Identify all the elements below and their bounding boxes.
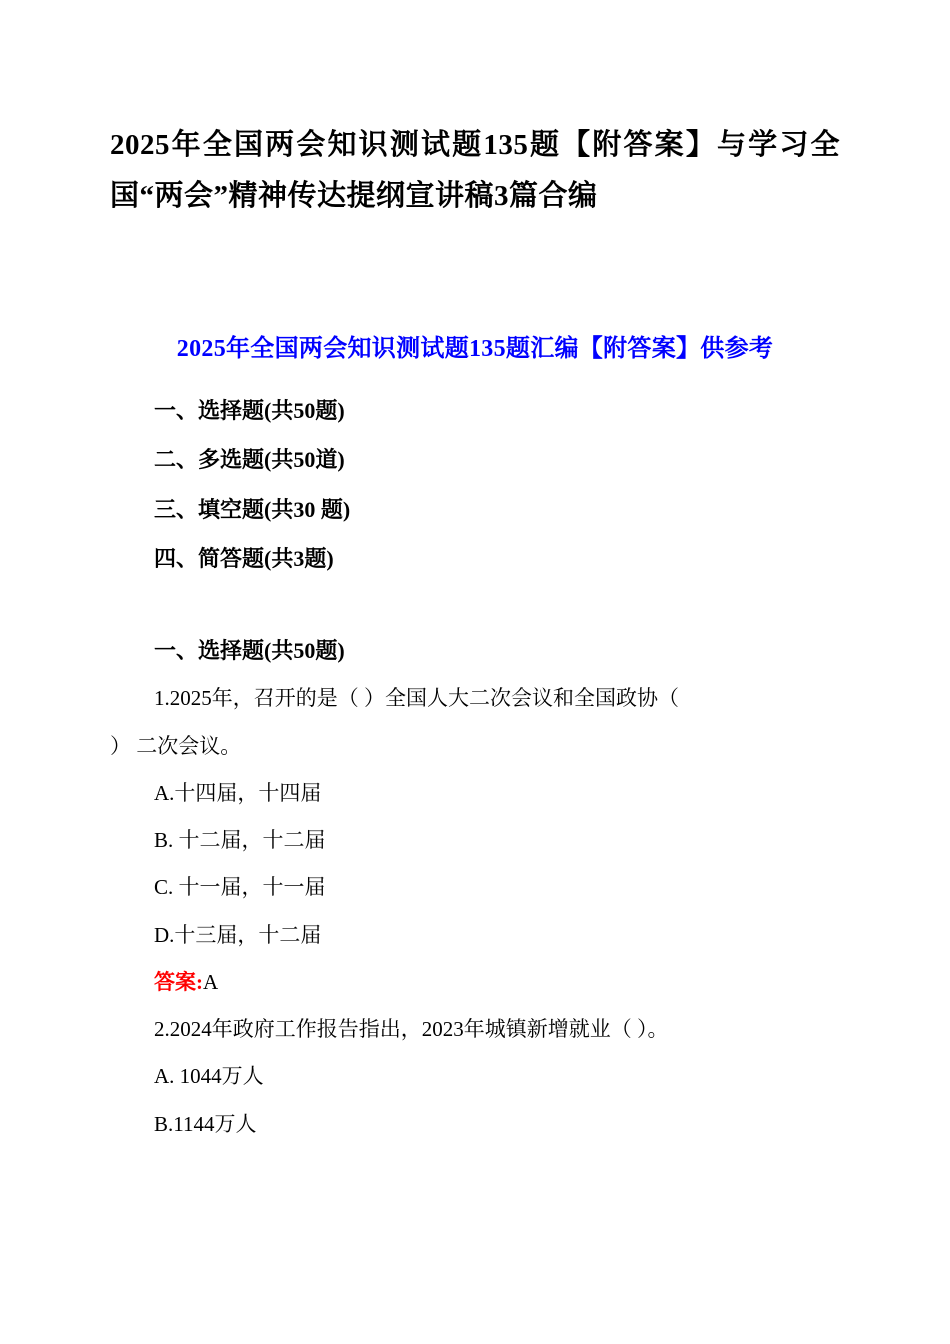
question-1-stem-cont: ） 二次会议。 <box>110 733 242 758</box>
document-title: 2025年全国两会知识测试题135题【附答案】与学习全国“两会”精神传达提纲宣讲稿3篇合编 <box>110 129 840 212</box>
question-1-option-a: A.十四届，十四届 <box>154 780 322 805</box>
toc-item-3: 三、填空题(共30 题) <box>154 496 351 522</box>
part-heading-choice: 一、选择题(共50题) <box>154 637 345 663</box>
question-1-option-d: D.十三届，十二届 <box>154 922 322 947</box>
title-spacer <box>110 222 840 330</box>
toc-item-1: 一、选择题(共50题) <box>154 397 345 423</box>
toc-item-4: 四、简答题(共3题) <box>154 546 334 572</box>
toc-spacer <box>110 584 840 626</box>
section-heading: 2025年全国两会知识测试题135题汇编【附答案】供参考 <box>176 335 774 362</box>
answer-label: 答案: <box>154 969 203 994</box>
question-2-option-b: B.1144万人 <box>154 1111 257 1136</box>
question-2-stem: 2.2024年政府工作报告指出，2023年城镇新增就业（ ）。 <box>154 1017 669 1042</box>
answer-value: A <box>203 969 219 994</box>
question-1-answer <box>110 959 840 1006</box>
question-2-option-a: A. 1044万人 <box>154 1064 264 1089</box>
toc-item-2: 二、多选题(共50道) <box>154 447 345 473</box>
question-1-option-c: C. 十一届，十一届 <box>154 875 326 900</box>
question-1-option-b: B. 十二届，十二届 <box>154 828 326 853</box>
question-1-stem: 1.2025年，召开的是（ ）全国人大二次会议和全国政协（ <box>154 686 679 711</box>
